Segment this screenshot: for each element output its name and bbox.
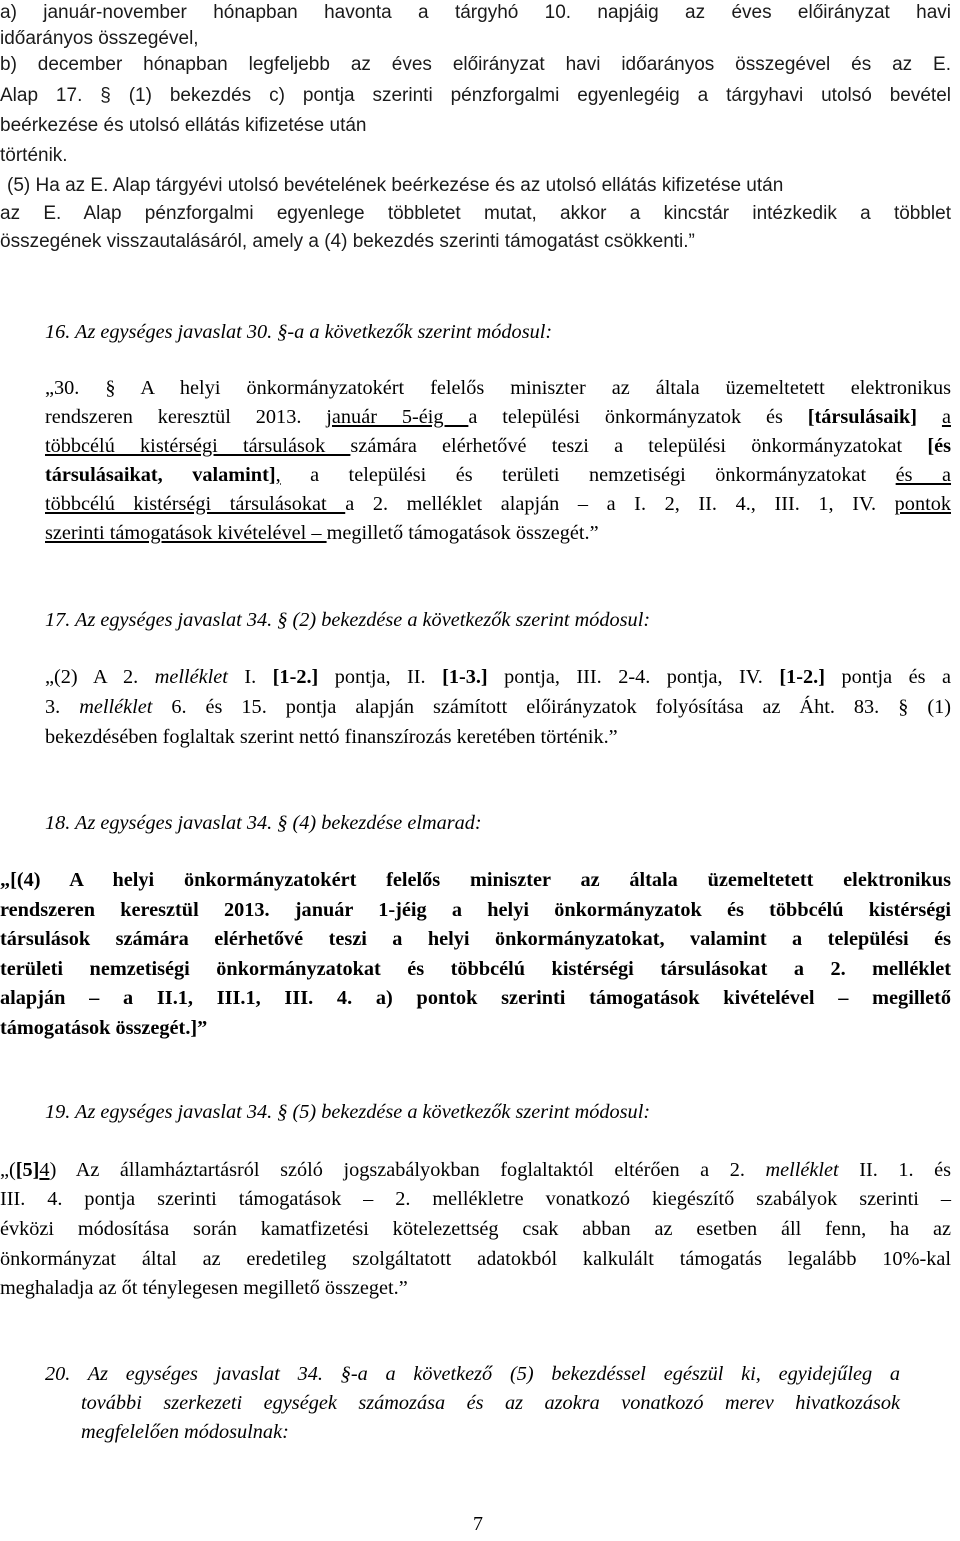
text-line: évközi módosítása során kamatfizetési kötelezettség csak abban az esetben áll fenn, ha az bbox=[0, 1218, 951, 1240]
text-line: „(2) A 2. melléklet I. [1-2.] pontja, II. [1-3.] pontja, III. 2-4. pontja, IV. [1-2.] pontja és a bbox=[45, 666, 951, 688]
page-number: 7 bbox=[473, 1513, 483, 1535]
text-line: III. 4. pontja szerinti támogatások – 2. mellékletre vonatkozó kiegészítő szabályok szerinti – bbox=[0, 1188, 951, 1210]
text-line: támogatások összegét.]” bbox=[0, 1017, 208, 1039]
text-line: „([5]4) Az államháztartásról szóló jogszabályokban foglaltaktól eltérően a 2. melléklet II. 1. és bbox=[0, 1159, 951, 1181]
text-line: többcélú kistérségi társulásokat a 2. melléklet alapján – a I. 2, II. 4., III. 1, IV. pontok bbox=[45, 493, 951, 515]
amendment-heading-19: 19. Az egységes javaslat 34. § (5) bekezdése a következők szerint módosul: bbox=[45, 1101, 651, 1123]
text-line: társulások számára elérhetővé teszi a helyi önkormányzatokat, valamint a települési és bbox=[0, 928, 951, 950]
amendment-heading-18: 18. Az egységes javaslat 34. § (4) bekezdése elmarad: bbox=[45, 812, 482, 834]
text-line: összegének visszautalásáról, amely a (4) bekezdés szerinti támogatást csökkenti.” bbox=[0, 231, 695, 252]
text-line: megfelelően módosulnak: bbox=[81, 1421, 289, 1443]
text-line: területi nemzetiségi önkormányzatokat és többcélú kistérségi társulásokat a 2. melléklet bbox=[0, 958, 951, 980]
text-line: beérkezése és utolsó ellátás kifizetése után bbox=[0, 115, 367, 136]
text-line: „30. § A helyi önkormányzatokért felelős miniszter az általa üzemeltetett elektronikus bbox=[45, 377, 951, 399]
text-line: rendszeren keresztül 2013. január 5-éig a települési önkormányzatok és [társulásaik] a bbox=[45, 406, 951, 428]
text-line: 3. melléklet 6. és 15. pontja alapján számított előirányzatok folyósítása az Áht. 83. § (1) bbox=[45, 696, 951, 718]
amendment-heading-17: 17. Az egységes javaslat 34. § (2) bekezdése a következők szerint módosul: bbox=[45, 609, 651, 631]
text-line: többcélú kistérségi társulások számára elérhetővé teszi a települési önkormányzatokat [és bbox=[45, 435, 952, 457]
text-line: (5) Ha az E. Alap tárgyévi utolsó bevételének beérkezése és az utolsó ellátás kifizetése után bbox=[7, 175, 784, 196]
text-line: 20. Az egységes javaslat 34. §-a a következő (5) bekezdéssel egészül ki, egyidejűleg a bbox=[45, 1363, 900, 1385]
text-line: bekezdésében foglaltak szerint nettó finanszírozás keretében történik.” bbox=[45, 726, 618, 748]
text-line: b) december hónapban legfeljebb az éves előirányzat havi időarányos összegével és az E. bbox=[0, 54, 951, 75]
text-line: történik. bbox=[0, 145, 68, 166]
text-line: időarányos összegével, bbox=[0, 28, 199, 49]
text-line: meghaladja az őt ténylegesen megillető összeget.” bbox=[0, 1277, 408, 1299]
text-line: „[(4) A helyi önkormányzatokért felelős miniszter az általa üzemeltetett elektronikus bbox=[0, 869, 951, 891]
text-line: Alap 17. § (1) bekezdés c) pontja szerinti pénzforgalmi egyenlegéig a tárgyhavi utolsó bevétel bbox=[0, 85, 951, 106]
text-line: a) január-november hónapban havonta a tárgyhó 10. napjáig az éves előirányzat havi bbox=[0, 2, 951, 23]
text-line: rendszeren keresztül 2013. január 1-jéig a helyi önkormányzatok és többcélú kistérségi bbox=[0, 899, 951, 921]
text-line: önkormányzat által az eredetileg szolgáltatott adatokból kalkulált támogatás legalább 10%-kal bbox=[0, 1248, 951, 1270]
text-line: szerinti támogatások kivételével – megillető támogatások összegét.” bbox=[45, 522, 599, 544]
text-line: az E. Alap pénzforgalmi egyenlege többletet mutat, akkor a kincstár intézkedik a többlet bbox=[0, 203, 951, 224]
text-line: társulásaikat, valamint], a települési és területi nemzetiségi önkormányzatokat és a bbox=[45, 464, 952, 486]
text-line: alapján – a II.1, III.1, III. 4. a) pontok szerinti támogatások kivételével – megillető bbox=[0, 987, 951, 1009]
amendment-heading-16: 16. Az egységes javaslat 30. §-a a következők szerint módosul: bbox=[45, 321, 553, 343]
text-line: további szerkezeti egységek számozása és az azokra vonatkozó merev hivatkozások bbox=[81, 1392, 900, 1414]
